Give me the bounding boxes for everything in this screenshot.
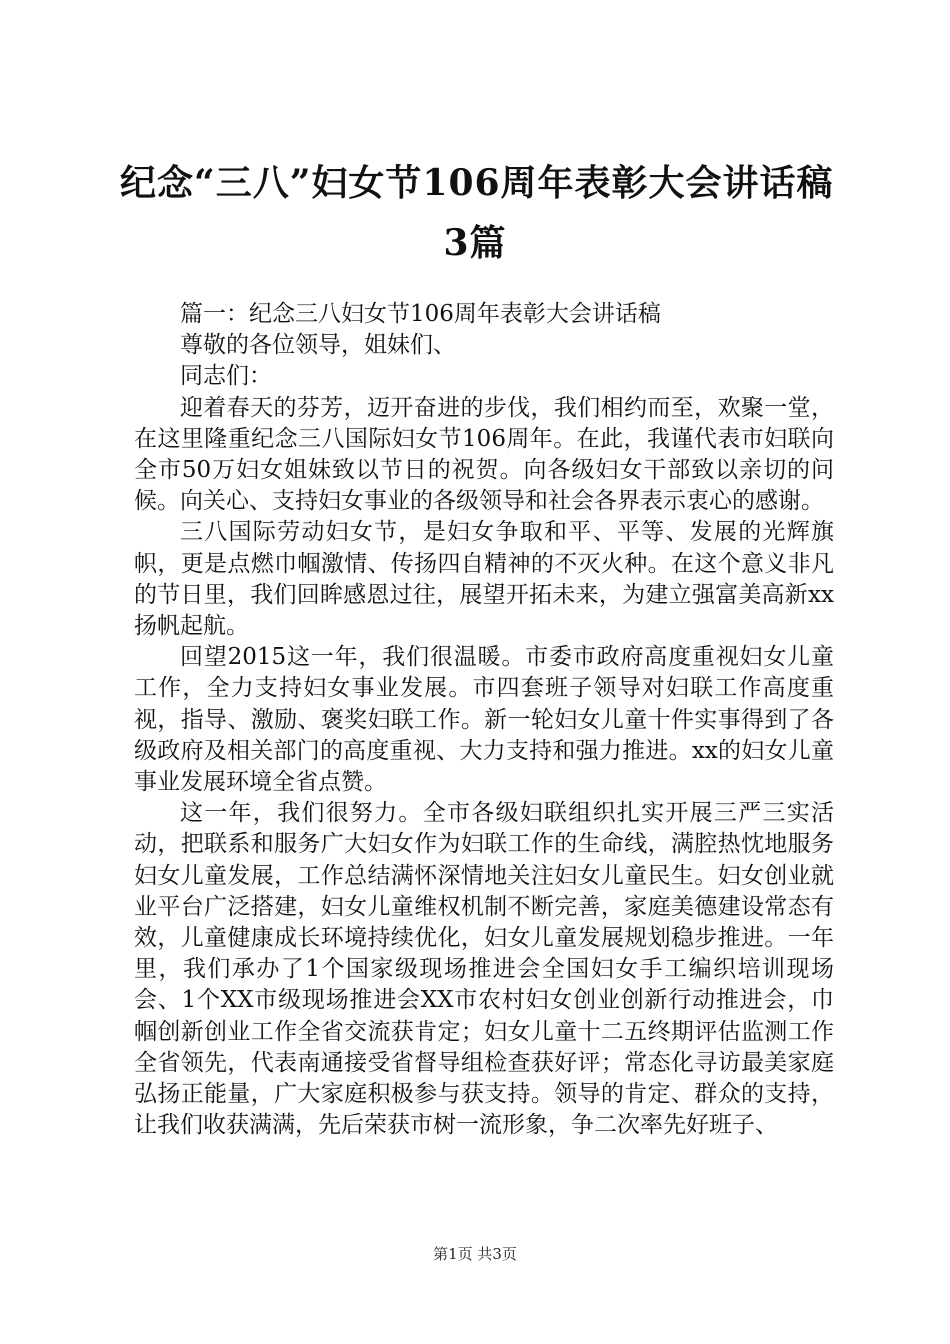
document-title-continuation: 3篇: [443, 222, 507, 264]
body-paragraph: 三八国际劳动妇女节，是妇女争取和平、平等、发展的光辉旗帜，更是点燃巾帼激情、传扬四自精神的不灭火种。在这个意义非凡的节日里，我们回眸感恩过往，展望开拓未来，为建立强富美高新xx扬帆起航。: [134, 519, 834, 640]
body-paragraph: 迎着春天的芬芳，迈开奋进的步伐，我们相约而至，欢聚一堂，在这里隆重纪念三八国际妇女节106周年。在此，我谨代表市妇联向全市50万妇女姐妹致以节日的祝贺。向各级妇女干部致以亲切的问候。向关心、支持妇女事业的各级领导和社会各界表示衷心的感谢。: [134, 394, 834, 515]
body-paragraph: 这一年，我们很努力。全市各级妇联组织扎实开展三严三实活动，把联系和服务广大妇女作为妇联工作的生命线，满腔热忱地服务妇女儿童发展，工作总结满怀深情地关注妇女儿童民生。妇女创业就业平台广泛搭建，妇女儿童维权机制不断完善，家庭美德建设常态有效，儿童健康成长环境持续优化，妇女儿童发展规划稳步推进。一年里，我们承办了1个国家级现场推进会全国妇女手工编织培训现场会、1个XX市级现场推进会XX市农村妇女创业创新行动推进会，巾帼创新创业工作全省交流获肯定；妇女儿童十二五终期评估监测工作全省领先，代表南通接受省督导组检查获好评；常态化寻访最美家庭弘扬正能量，广大家庭积极参与获支持。领导的肯定、群众的支持，让我们收获满满，先后荣获市树一流形象，争二次率先好班子、: [134, 800, 834, 1139]
document-body: [134, 299, 834, 1141]
salutation-line: 尊敬的各位领导，姐妹们、: [180, 332, 456, 359]
salutation-line: 同志们：: [180, 363, 272, 390]
body-paragraph: 回望2015这一年，我们很温暖。市委市政府高度重视妇女儿童工作，全力支持妇女事业发展。市四套班子领导对妇联工作高度重视，指导、激励、褒奖妇联工作。新一轮妇女儿童十件实事得到了各级政府及相关部门的高度重视、大力支持和强力推进。xx的妇女儿童事业发展环境全省点赞。: [134, 644, 834, 796]
section-heading: 篇一：纪念三八妇女节106周年表彰大会讲话稿: [180, 301, 661, 327]
document-title: 纪念“三八”妇女节106周年表彰大会讲话稿: [120, 162, 834, 204]
page-number-footer: 第1页 共3页: [433, 1245, 517, 1263]
